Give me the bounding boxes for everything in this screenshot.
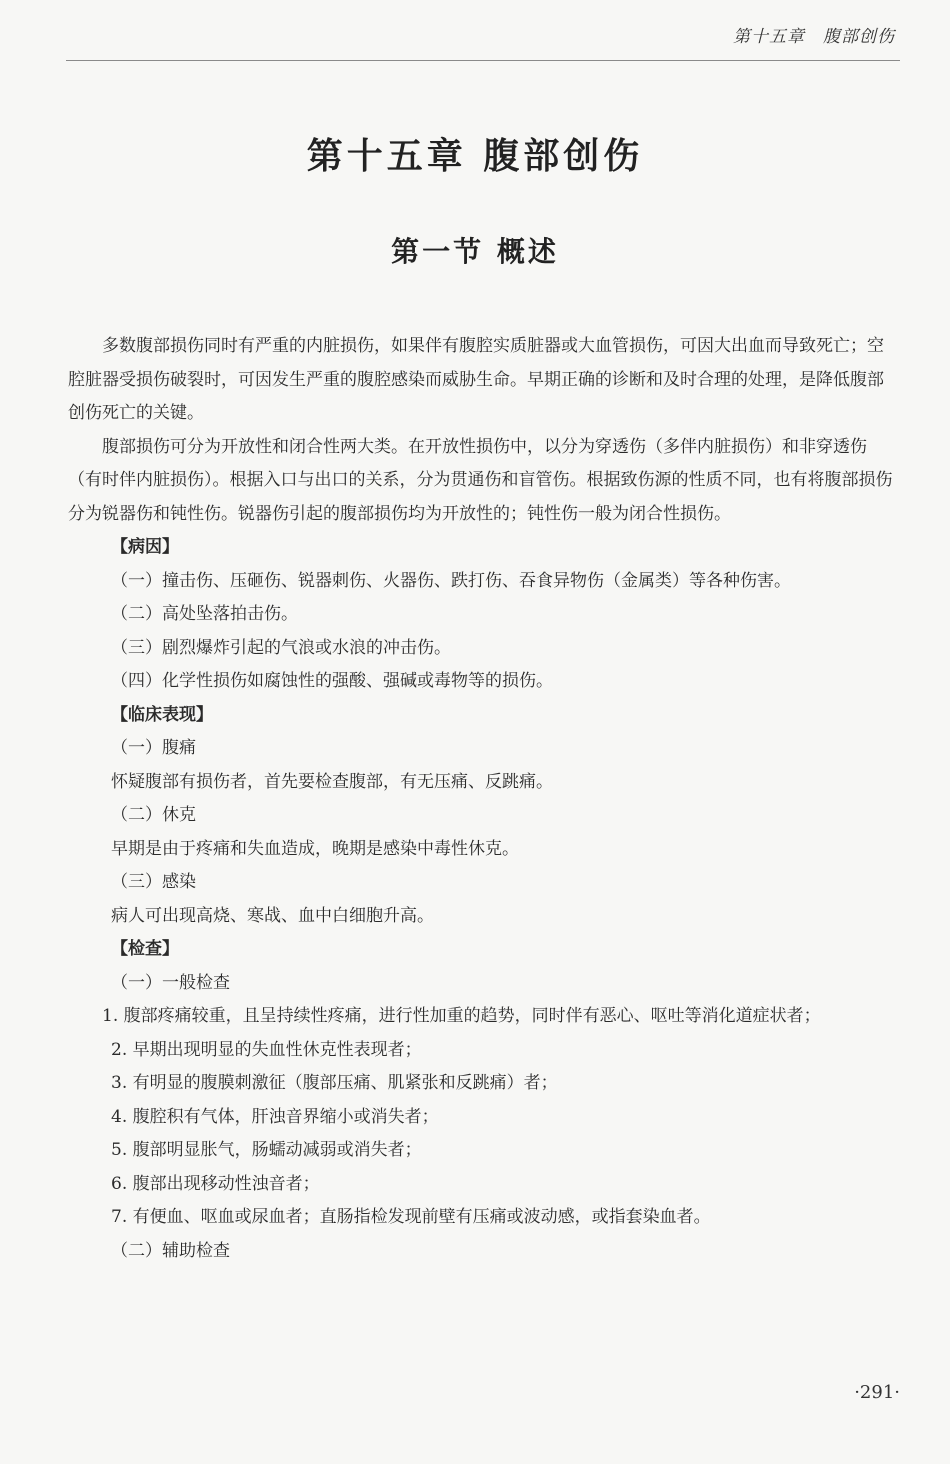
etiology-item: （二）高处坠落拍击伤。 [111, 604, 298, 624]
etiology-item: （四）化学性损伤如腐蚀性的强酸、强碱或毒物等的损伤。 [111, 671, 553, 691]
etiology-item: （一）撞击伤、压砸伤、锐器刺伤、火器伤、跌打伤、吞食异物伤（金属类）等各种伤害。 [111, 570, 791, 591]
clinical-item-text: 早期是由于疼痛和失血造成，晚期是感染中毒性休克。 [111, 838, 519, 859]
exam-general-item: 4. 腹腔积有气体，肝浊音界缩小或消失者； [111, 1106, 439, 1127]
exam-auxiliary-title: （二）辅助检查 [111, 1240, 230, 1261]
clinical-item-text: 怀疑腹部有损伤者，首先要检查腹部，有无压痛、反跳痛。 [111, 771, 553, 792]
clinical-item-title: （二）休克 [111, 805, 196, 825]
exam-general-item: 3. 有明显的腹膜刺激征（腹部压痛、肌紧张和反跳痛）者； [111, 1073, 558, 1093]
exam-general-item: 2. 早期出现明显的失血性休克性表现者； [111, 1039, 422, 1060]
intro-paragraph: 多数腹部损伤同时有严重的内脏损伤，如果伴有腹腔实质脏器或大血管损伤，可因大出血而导致死亡；空腔脏器受损伤破裂时，可因发生严重的腹腔感染而威胁生命。早期正确的诊断和及时合理的处理，是降低腹部创伤死亡的关键。 [68, 336, 884, 423]
intro-paragraph: 腹部损伤可分为开放性和闭合性两大类。在开放性损伤中，以分为穿透伤（多伴内脏损伤）和非穿透伤（有时伴内脏损伤）。根据入口与出口的关系，分为贯通伤和盲管伤。根据致伤源的性质不同，也有将腹部损伤分为锐器伤和钝性伤。锐器伤引起的腹部损伤均为开放性的；钝性伤一般为闭合性损伤。 [68, 436, 893, 524]
clinical-item-text: 病人可出现高烧、寒战、血中白细胞升高。 [111, 905, 434, 926]
exam-general-item: 6. 腹部出现移动性浊音者； [111, 1173, 320, 1194]
clinical-item-title: （三）感染 [111, 872, 196, 892]
clinical-heading: 【临床表现】 [111, 704, 213, 725]
exam-general-item: 7. 有便血、呕血或尿血者；直肠指检发现前壁有压痛或波动感，或指套染血者。 [111, 1207, 711, 1227]
page-number: ·291· [854, 1382, 900, 1403]
chapter-title: 第十五章 腹部创伤 [306, 135, 644, 177]
etiology-heading: 【病因】 [111, 537, 179, 557]
running-header: 第十五章 腹部创伤 [733, 27, 895, 47]
exam-general-item: 5. 腹部明显胀气，肠蠕动减弱或消失者； [111, 1140, 422, 1160]
exam-heading: 【检查】 [111, 939, 179, 959]
clinical-item-title: （一）腹痛 [111, 738, 196, 758]
header-rule [66, 60, 900, 61]
section-title: 第一节 概述 [391, 235, 559, 268]
body-text [68, 330, 900, 1268]
etiology-item: （三）剧烈爆炸引起的气浪或水浪的冲击伤。 [111, 637, 451, 658]
exam-general-item: 1. 腹部疼痛较重，且呈持续性疼痛，进行性加重的趋势，同时伴有恶心、呕吐等消化道症状者； [102, 1006, 821, 1026]
exam-general-title: （一）一般检查 [111, 972, 230, 993]
